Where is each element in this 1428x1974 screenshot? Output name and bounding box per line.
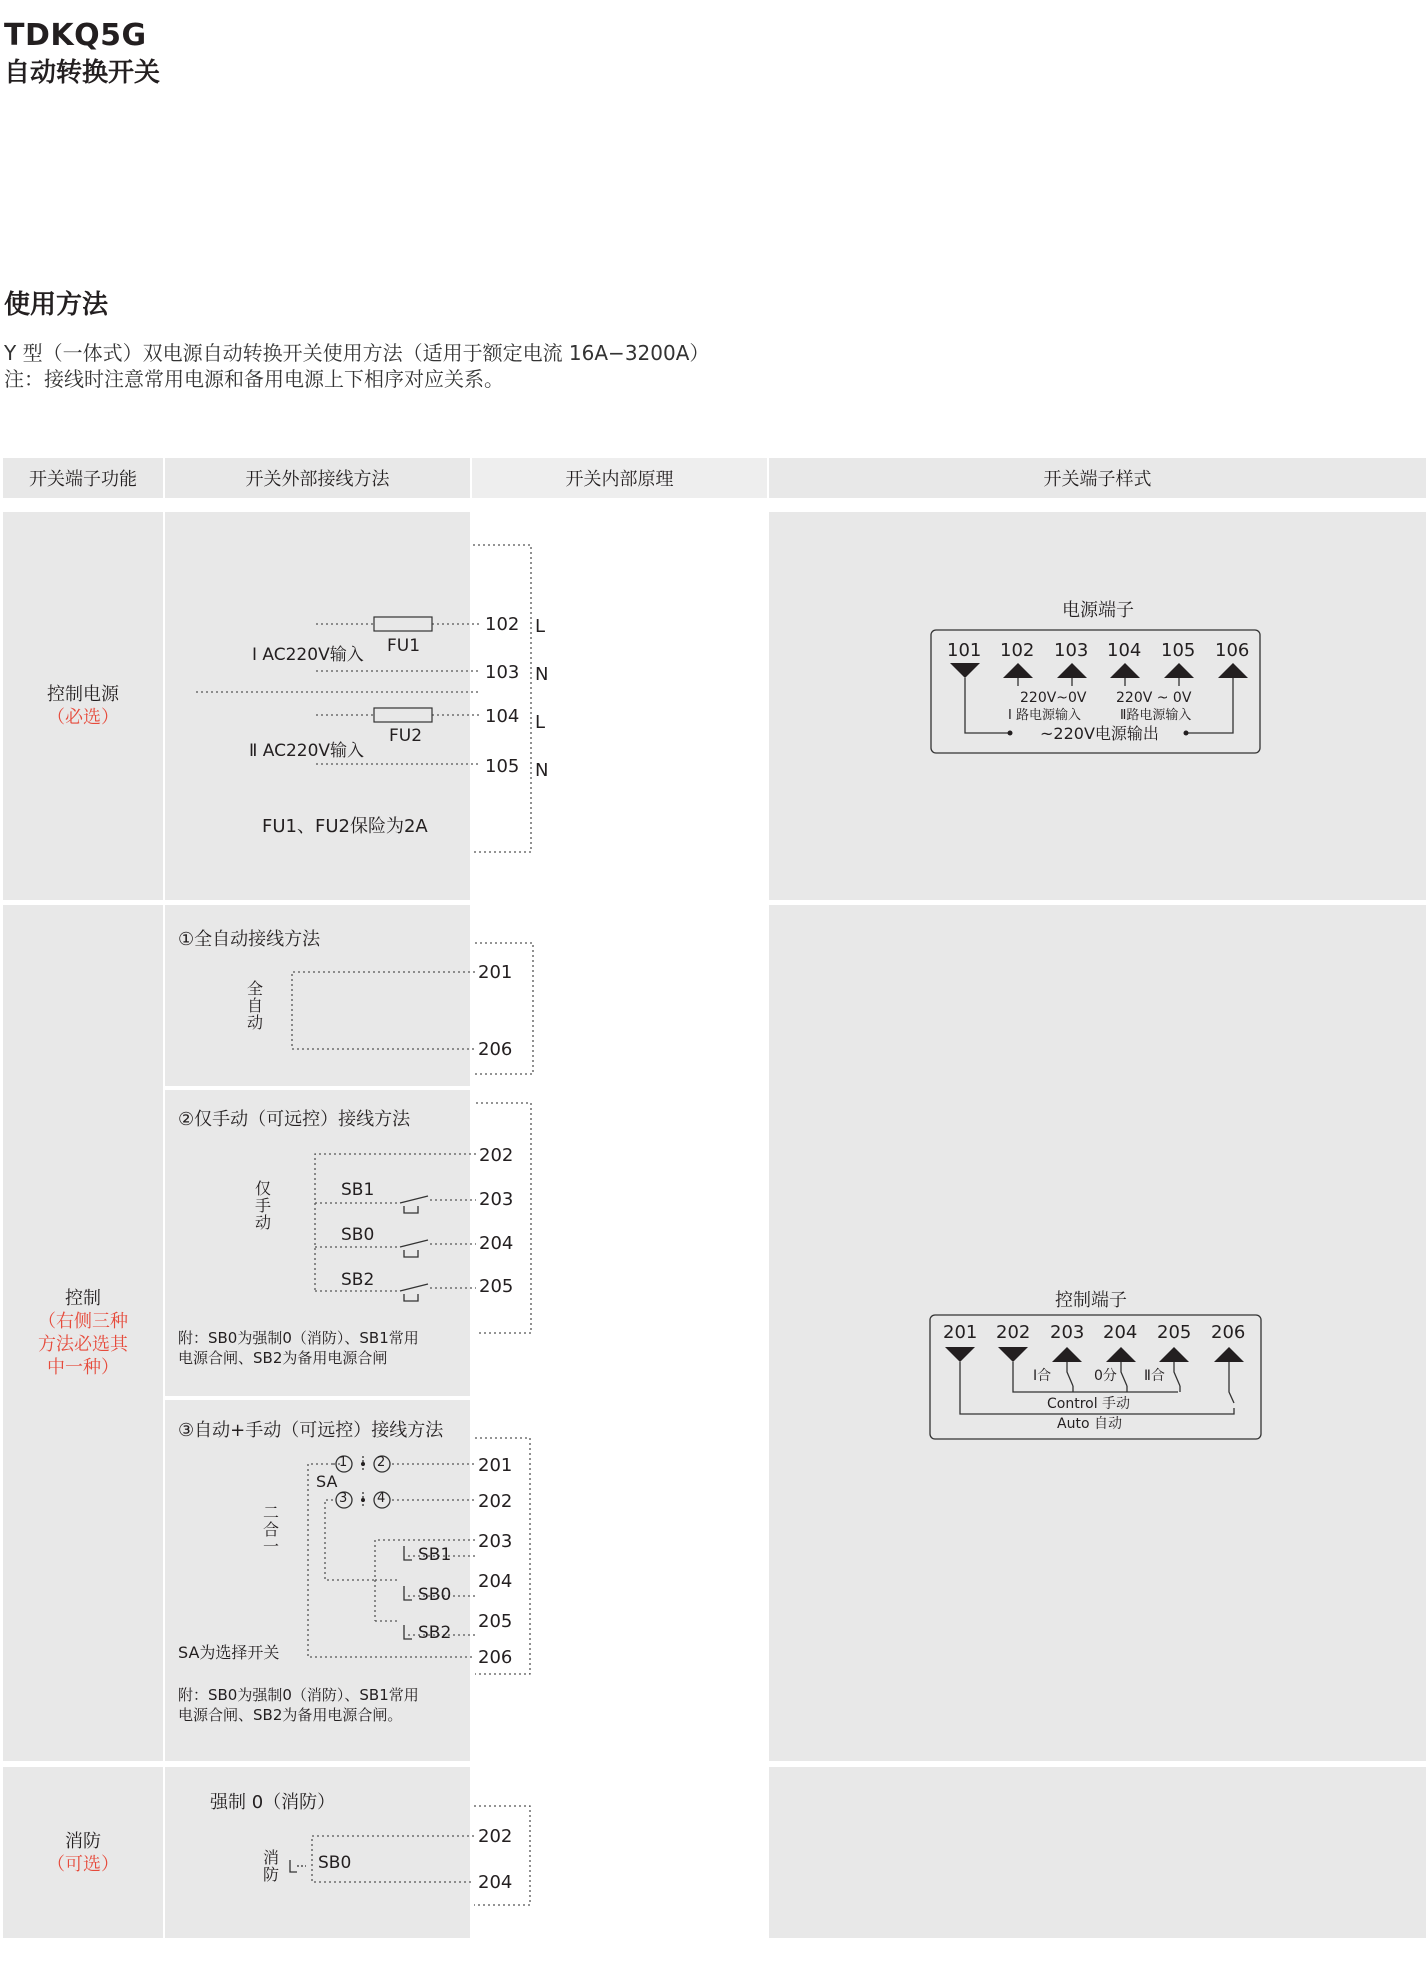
method3-terminal-203: 203	[478, 1531, 513, 1552]
method1-title: ①全自动接线方法	[178, 929, 321, 950]
column-header-function: 开关端子功能	[3, 458, 163, 498]
fire-vertical-label: 消防	[262, 1848, 279, 1884]
power-block-terminal-106: 106	[1215, 640, 1250, 661]
method2-note-line-1: 附：SB0为强制0（消防）、SB1常用	[178, 1329, 419, 1347]
section-title: 使用方法	[4, 290, 109, 320]
method3-title: ③自动+手动（可远控）接线方法	[178, 1420, 444, 1441]
method3-note-line-2: 电源合闸、SB2为备用电源合闸。	[178, 1706, 403, 1724]
selector-note: SA为选择开关	[178, 1643, 280, 1662]
control-manual-label: Control 手动	[1047, 1396, 1131, 1412]
power-block-terminal-102: 102	[1000, 640, 1035, 661]
method3-terminal-201: 201	[478, 1455, 513, 1476]
power-block-terminal-104: 104	[1107, 640, 1142, 661]
terminal-102: 102	[485, 614, 520, 635]
input1-label: Ⅰ AC220V输入	[252, 645, 364, 665]
method3-terminal-202: 202	[478, 1491, 513, 1512]
phase-n-2: N	[535, 760, 549, 781]
method1-terminal-206: 206	[478, 1039, 513, 1060]
fuse1-label: FU1	[387, 636, 421, 656]
control-block-terminal-203: 203	[1050, 1322, 1085, 1343]
control-block-terminal-204: 204	[1103, 1322, 1138, 1343]
method1-vertical-label: 全自动	[246, 979, 263, 1032]
fuse2-label: FU2	[389, 726, 423, 746]
method2-terminal-202: 202	[479, 1145, 514, 1166]
power-block-terminal-101: 101	[947, 640, 982, 661]
wiring-note: 注：接线时注意常用电源和备用电源上下相序对应关系。	[4, 367, 504, 391]
method2-note-line-2: 电源合闸、SB2为备用电源合闸	[178, 1349, 388, 1367]
method3-switch-sb0: SB0	[418, 1585, 452, 1605]
column-header-internal-principle: 开关内部原理	[472, 458, 767, 498]
method3-terminal-205: 205	[478, 1611, 513, 1632]
control-required-line-1: （右侧三种	[38, 1311, 128, 1332]
method2-terminal-205: 205	[479, 1276, 514, 1297]
method3-switch-sb2: SB2	[418, 1623, 452, 1643]
intro-text: Y 型（一体式）双电源自动转换开关使用方法（适用于额定电流 16A−3200A）	[4, 341, 710, 365]
input2-caption: Ⅱ路电源输入	[1120, 708, 1192, 723]
control-block-title: 控制端子	[1055, 1290, 1127, 1311]
input2-voltage: 220V ~ 0V	[1116, 690, 1192, 706]
input2-label: Ⅱ AC220V输入	[249, 741, 365, 761]
terminal-103: 103	[485, 662, 520, 683]
selector-position-1: 1	[339, 1455, 348, 1470]
control-position-2: Ⅱ合	[1144, 1368, 1165, 1384]
method2-title: ②仅手动（可远控）接线方法	[178, 1109, 411, 1130]
control-block-terminal-205: 205	[1157, 1322, 1192, 1343]
column-header-external-wiring: 开关外部接线方法	[165, 458, 470, 498]
column-header-terminal-style: 开关端子样式	[769, 458, 1426, 498]
power-block-terminal-105: 105	[1161, 640, 1196, 661]
power-block-title: 电源端子	[1062, 600, 1134, 621]
selector-position-3: 3	[339, 1491, 348, 1506]
input1-voltage: 220V~0V	[1020, 690, 1087, 706]
terminal-105: 105	[485, 756, 520, 777]
control-block-terminal-201: 201	[943, 1322, 978, 1343]
method2-vertical-label: 仅手动	[254, 1179, 271, 1232]
method2-switch-sb0: SB0	[341, 1225, 375, 1245]
control-required-line-3: 中一种）	[47, 1357, 119, 1378]
fire-switch-sb0: SB0	[318, 1853, 352, 1873]
control-position-1: Ⅰ合	[1033, 1368, 1052, 1384]
selector-sa-label: SA	[316, 1472, 338, 1491]
method3-terminal-204: 204	[478, 1571, 513, 1592]
method3-switch-sb1: SB1	[418, 1545, 452, 1565]
control-block-terminal-206: 206	[1211, 1322, 1246, 1343]
fire-terminal-202: 202	[478, 1826, 513, 1847]
method2-terminal-204: 204	[479, 1233, 514, 1254]
input1-caption: Ⅰ 路电源输入	[1008, 708, 1081, 723]
fire-title: 强制 0（消防）	[210, 1792, 336, 1813]
phase-l-1: L	[535, 616, 546, 637]
product-name: 自动转换开关	[4, 58, 161, 88]
phase-n-1: N	[535, 664, 549, 685]
power-block-terminal-103: 103	[1054, 640, 1089, 661]
method1-terminal-201: 201	[478, 962, 513, 983]
model-title: TDKQ5G	[4, 18, 147, 53]
power-func-label: 控制电源	[47, 684, 119, 705]
method3-note-line-1: 附：SB0为强制0（消防）、SB1常用	[178, 1686, 419, 1704]
control-auto-label: Auto 自动	[1057, 1416, 1122, 1432]
control-block-terminal-202: 202	[996, 1322, 1031, 1343]
method2-switch-sb2: SB2	[341, 1270, 375, 1290]
control-required-line-2: 方法必选其	[38, 1334, 128, 1355]
selector-position-4: 4	[377, 1491, 386, 1506]
method2-terminal-203: 203	[479, 1189, 514, 1210]
power-output-caption: ~220V电源输出	[1040, 724, 1159, 743]
method3-terminal-206: 206	[478, 1647, 513, 1668]
method3-vertical-label: 二合一	[262, 1503, 279, 1556]
terminal-104: 104	[485, 706, 520, 727]
power-required-label: （必选）	[47, 707, 119, 728]
fuse-rating-note: FU1、FU2保险为2A	[262, 816, 428, 837]
control-position-0: 0分	[1094, 1368, 1117, 1384]
fire-func-label: 消防	[65, 1830, 101, 1852]
fire-terminal-204: 204	[478, 1872, 513, 1893]
phase-l-2: L	[535, 712, 546, 733]
fire-optional-label: （可选）	[47, 1853, 119, 1875]
selector-position-2: 2	[377, 1455, 386, 1470]
method2-switch-sb1: SB1	[341, 1180, 375, 1200]
control-func-label: 控制	[65, 1288, 101, 1309]
